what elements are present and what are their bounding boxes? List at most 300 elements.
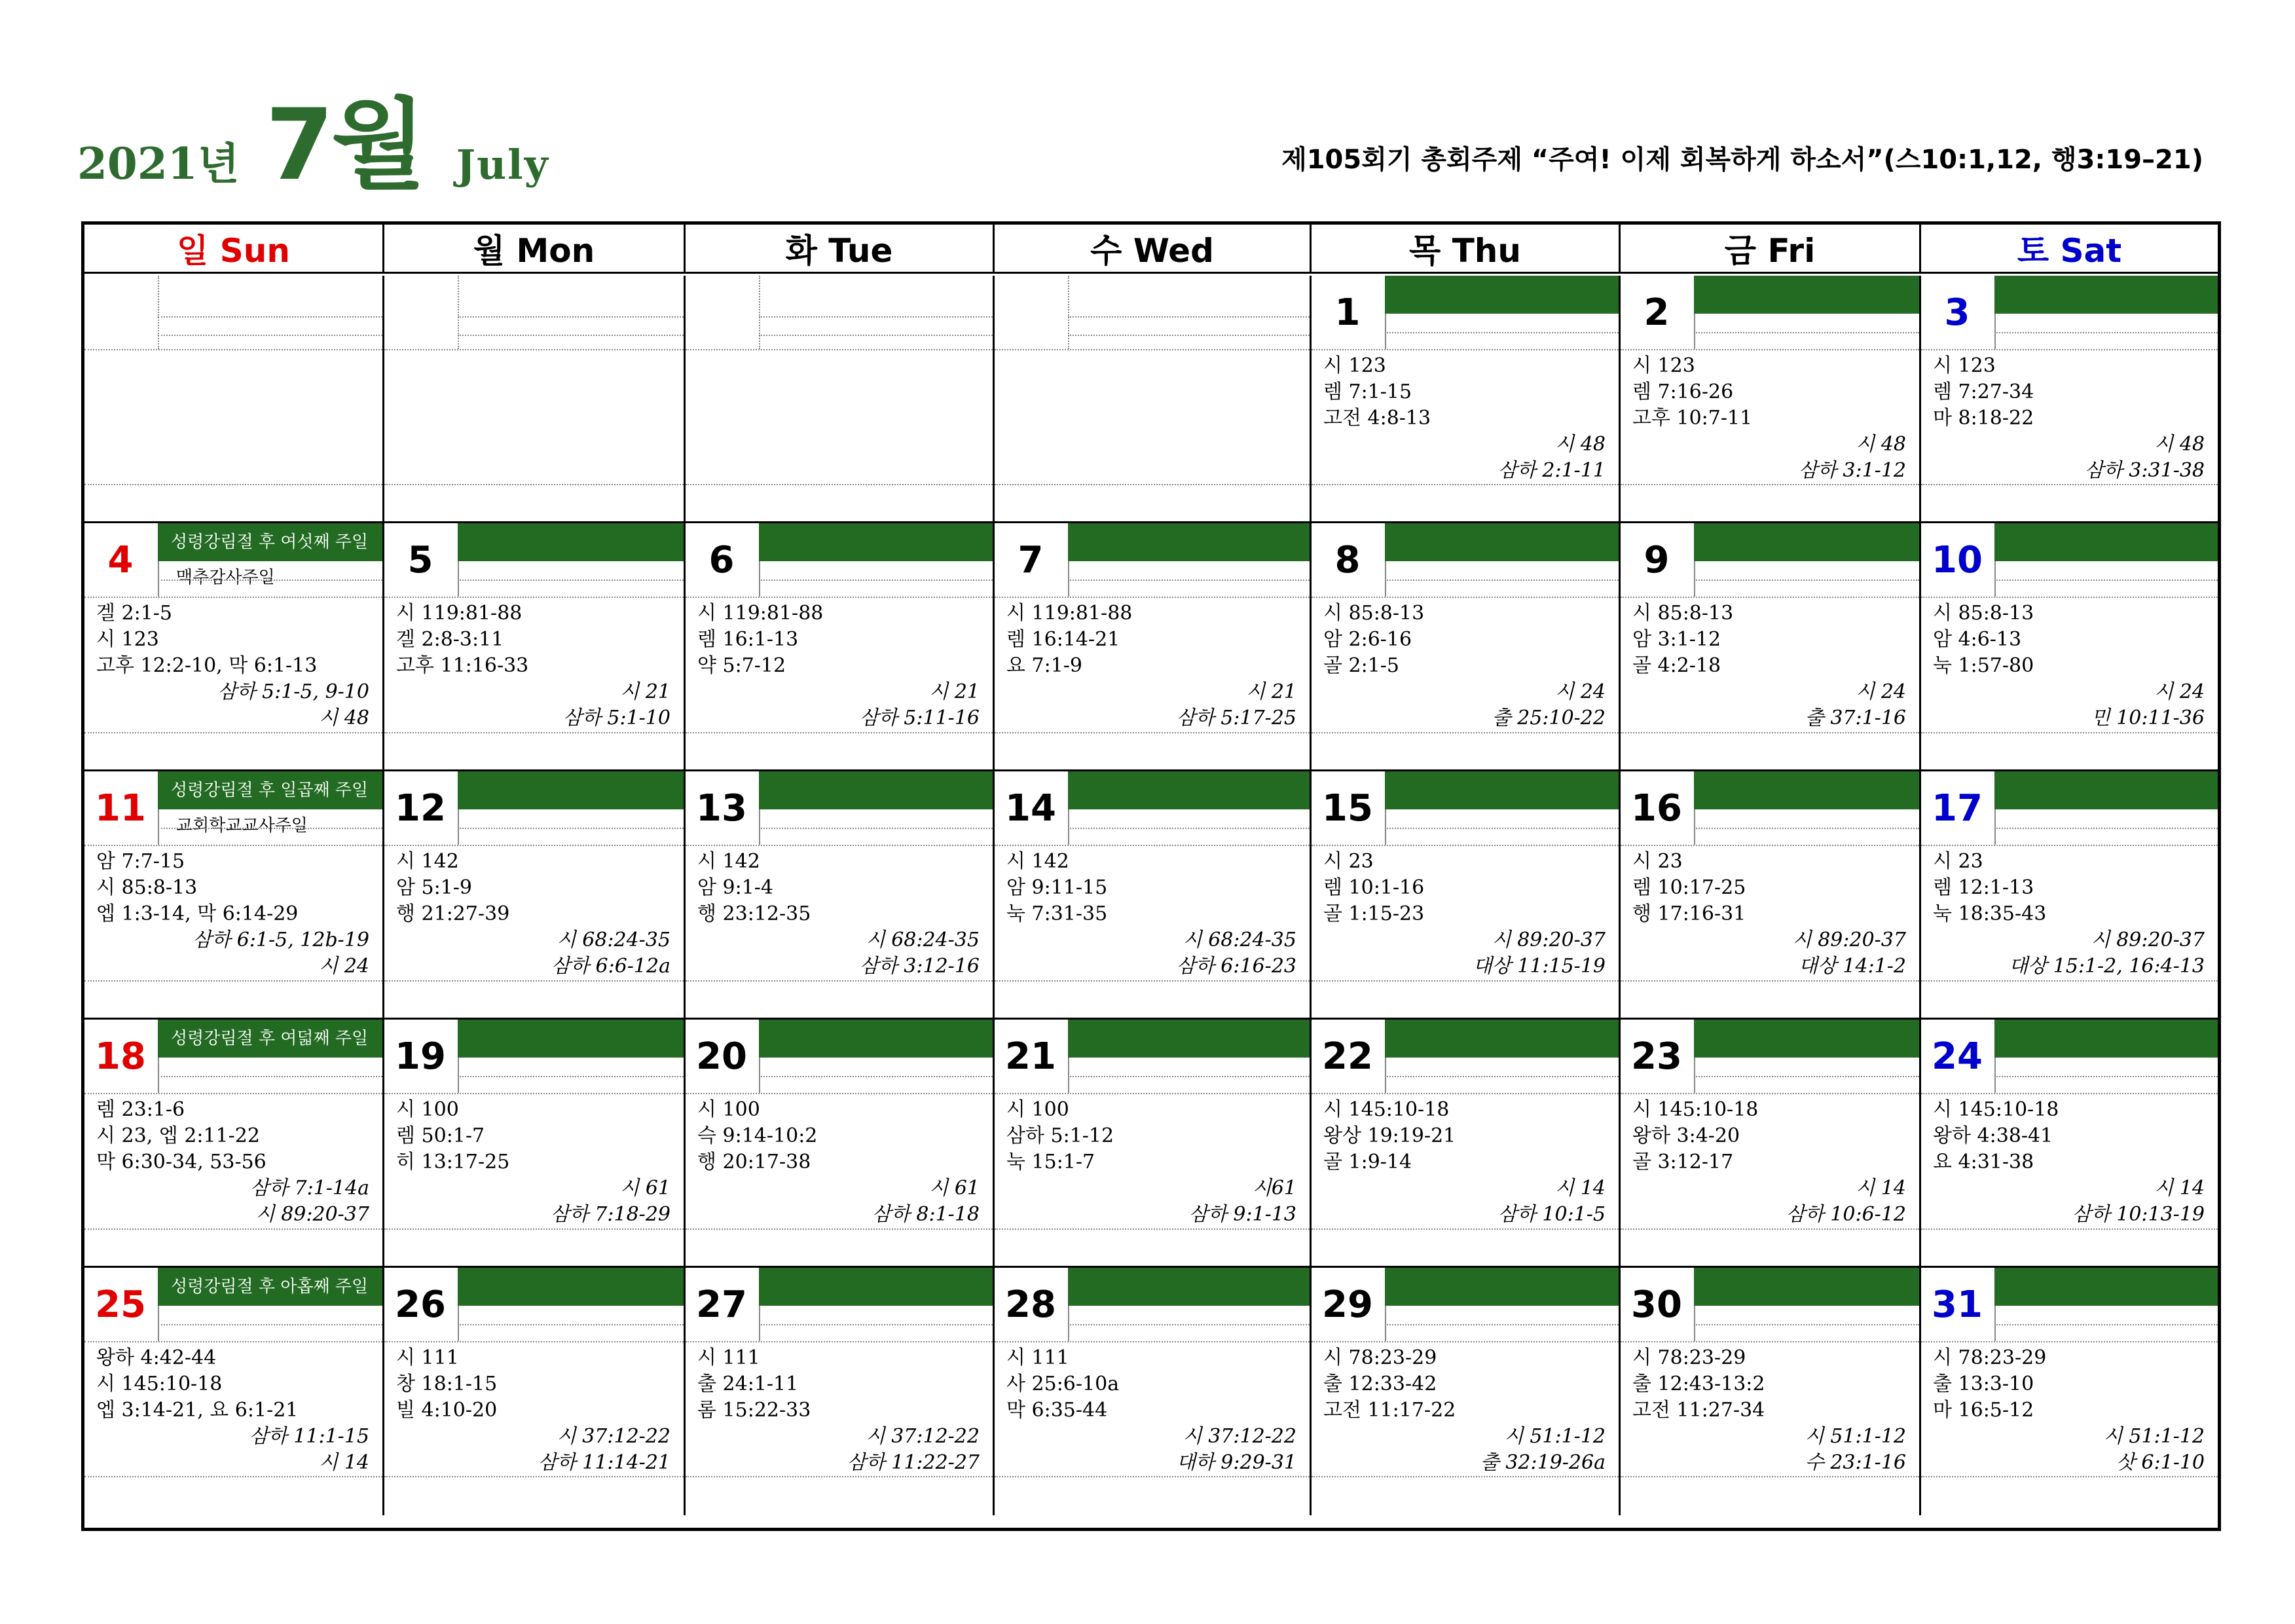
day-number: 13 [696,786,747,830]
reading-line: 행 21:27-39 [396,902,510,925]
reading-line: 마 16:5-12 [1933,1399,2034,1422]
reading-line: 렘 12:1-13 [1933,876,2034,899]
cell-rule [1921,597,2218,598]
reading-line-right: 대상 14:1-2 [1798,955,1906,978]
day-cell [993,1268,1310,1515]
reading-line: 렘 50:1-7 [396,1124,485,1147]
reading-line: 고전 11:17-22 [1323,1399,1456,1422]
day-number: 5 [407,538,433,581]
cell-rule [686,845,993,846]
day-number: 14 [1005,786,1056,830]
cell-rule [995,1228,1310,1230]
day-title-bar [458,1268,684,1306]
reading-line: 막 6:30-34, 53-56 [96,1151,266,1173]
reading-line: 렘 23:1-6 [96,1098,185,1121]
day-cell [684,1020,993,1266]
cell-rule [384,1228,684,1230]
scripture-readings [1006,1345,1296,1476]
cell-rule [759,335,993,336]
cell-rule [1621,349,1919,350]
reading-line: 시 23 [1323,850,1374,873]
sunday-subtitle: 맥추감사주일 [176,568,275,587]
reading-line-right: 시 21 [929,680,980,703]
week-row [84,523,2218,771]
cell-rule [1921,1228,2218,1230]
scripture-readings [697,1097,980,1228]
day-number: 7 [1018,538,1044,581]
day-number: 16 [1631,786,1682,830]
reading-line: 암 2:6-16 [1323,628,1412,651]
scripture-readings [1632,849,1906,980]
day-cell [1619,1268,1919,1515]
cell-rule [1385,828,1619,829]
reading-line: 겔 2:1-5 [96,602,173,625]
cell-rule [158,316,382,318]
cell-rule [1921,980,2218,982]
reading-line: 요 4:31-38 [1933,1151,2034,1173]
day-cell [1619,1020,1919,1266]
reading-line: 시 142 [396,850,459,873]
cell-rule [1994,580,2218,581]
day-number: 18 [95,1035,146,1078]
day-title-bar [1694,523,1919,561]
reading-line: 왕하 4:38-41 [1933,1124,2053,1147]
reading-line-right: 삼하 7:18-29 [550,1203,670,1226]
reading-line-right: 시 21 [620,680,670,703]
reading-line: 출 24:1-11 [697,1373,799,1395]
scripture-readings [1933,1345,2205,1476]
reading-line: 골 1:15-23 [1323,902,1425,925]
scripture-readings [1006,1097,1296,1228]
reading-line-right: 시 21 [1246,680,1296,703]
header-theme: 제105회기 총회주제 “주여! 이제 회복하게 하소서”(스10:1,12, 행3:19–21) [1281,145,2203,175]
weekday-header: 월 Mon [382,225,684,272]
cell-rule [1621,1476,1919,1477]
reading-line: 렘 10:17-25 [1632,876,1746,899]
reading-line-right: 삼하 5:11-16 [859,707,980,729]
reading-line: 렘 16:1-13 [697,628,799,651]
cell-rule [84,484,382,485]
cell-rule [1312,845,1619,846]
cell-rule [1385,1324,1619,1325]
day-number: 30 [1631,1283,1682,1326]
cell-rule [1312,732,1619,733]
cell-rule [1385,332,1619,333]
day-title-bar [158,1020,382,1058]
reading-line: 골 2:1-5 [1323,654,1400,677]
day-cell [1919,1268,2218,1515]
cell-rule [84,1093,382,1094]
day-cell [1310,1268,1619,1515]
cell-rule [1068,1076,1310,1077]
reading-line: 시 123 [1632,354,1695,377]
cell-rule [384,845,684,846]
reading-line-right: 시 68:24-35 [866,929,980,951]
empty-day-cell [684,276,993,521]
cell-rule [1312,349,1619,350]
reading-line: 시 85:8-13 [1632,602,1734,625]
cell-rule [84,732,382,733]
day-cell [382,1020,684,1266]
scripture-readings [1323,1097,1606,1228]
week-row [84,1020,2218,1268]
reading-line-right: 시 51:1-12 [1504,1425,1606,1448]
scripture-readings [96,849,369,980]
reading-line: 막 6:35-44 [1006,1399,1108,1422]
reading-line: 시 85:8-13 [1323,602,1425,625]
cell-rule [995,732,1310,733]
cell-rule [1385,1076,1619,1077]
cell-rule [384,1476,684,1477]
reading-line-right: 대상 11:15-19 [1473,955,1606,978]
reading-line-right: 시 48 [2154,433,2205,456]
reading-line: 엡 3:14-21, 요 6:1-21 [96,1399,299,1422]
day-number: 19 [395,1035,446,1078]
reading-line-right: 시 37:12-22 [557,1425,670,1448]
cell-rule [1694,332,1919,333]
sunday-title: 성령강림절 후 아홉째 주일 [171,1277,369,1297]
reading-line: 시 142 [697,850,760,873]
reading-line-right: 삼하 8:1-18 [872,1203,980,1226]
day-number: 25 [95,1283,146,1326]
day-cell [993,771,1310,1018]
cell-rule [995,1341,1310,1342]
day-cell [382,1268,684,1515]
scripture-readings [396,1097,670,1228]
week-row [84,771,2218,1020]
cell-rule [1921,845,2218,846]
day-cell [84,1020,382,1266]
reading-line: 시 119:81-88 [396,602,523,625]
day-title-bar [1994,1268,2218,1306]
cell-rule [995,980,1310,982]
cell-rule [995,1093,1310,1094]
reading-line: 빌 4:10-20 [396,1399,498,1422]
header-month: 7월 [265,88,424,202]
scripture-readings [1323,1345,1606,1476]
cell-rule [686,980,993,982]
day-cell [993,1020,1310,1266]
cell-rule [1312,1476,1619,1477]
scripture-readings [1933,353,2205,484]
reading-line-right: 출 32:19-26a [1480,1451,1606,1474]
scripture-readings [96,1097,369,1228]
reading-line-right: 시 24 [1555,680,1606,703]
reading-line: 행 23:12-35 [697,902,811,925]
reading-line-right: 수 23:1-16 [1805,1451,1906,1474]
day-title-bar [759,1268,993,1306]
cell-rule [1921,484,2218,485]
reading-line: 시 123 [1933,354,1996,377]
cell-rule [1694,580,1919,581]
day-title-bar [458,1020,684,1058]
cell-rule [1621,484,1919,485]
day-number: 31 [1932,1283,1983,1326]
day-cell [1919,523,2218,769]
day-title-bar [158,771,382,809]
day-cell [684,1268,993,1515]
day-number: 6 [708,538,735,581]
reading-line: 고후 10:7-11 [1632,407,1753,430]
day-number: 24 [1932,1035,1983,1078]
reading-line: 시 78:23-29 [1933,1346,2047,1369]
day-cell [993,523,1310,769]
empty-day-cell [382,276,684,521]
cell-rule [84,597,382,598]
reading-line: 시 85:8-13 [1933,602,2034,625]
reading-line: 암 5:1-9 [396,876,473,899]
reading-line-right: 출 25:10-22 [1492,707,1606,729]
cell-rule [384,1341,684,1342]
cell-rule [686,1093,993,1094]
scripture-readings [1632,1097,1906,1228]
cell-rule [384,980,684,982]
day-title-bar [1385,523,1619,561]
day-number: 28 [1005,1283,1056,1326]
day-number: 15 [1322,786,1373,830]
reading-line: 렘 16:14-21 [1006,628,1120,651]
cell-rule [384,484,684,485]
reading-line-right: 시 61 [620,1177,670,1200]
cell-rule [1312,597,1619,598]
cell-rule [1994,1324,2218,1325]
cell-rule [1068,316,1310,318]
reading-line: 렘 7:1-15 [1323,380,1412,403]
reading-line-right: 삼하 11:1-15 [249,1425,369,1448]
day-title-bar [1994,523,2218,561]
reading-line: 요 7:1-9 [1006,654,1083,677]
reading-line: 롬 15:22-33 [697,1399,811,1422]
week-row [84,1268,2218,1515]
cell-rule [384,349,684,350]
empty-day-cell [84,276,382,521]
reading-line: 시 100 [1006,1098,1069,1121]
scripture-readings [1632,600,1906,731]
day-title-bar [1694,1020,1919,1058]
scripture-readings [396,600,670,731]
reading-line-right: 삼하 5:1-5, 9-10 [217,680,369,703]
cell-rule [458,828,684,829]
reading-line-right: 삼하 3:1-12 [1798,459,1906,482]
cell-rule [1068,1324,1310,1325]
cell-rule [458,580,684,581]
day-number: 20 [696,1035,747,1078]
reading-line: 고후 11:16-33 [396,654,529,677]
day-title-bar [1385,1268,1619,1306]
day-number: 12 [395,786,446,830]
reading-line: 시 23 [1632,850,1683,873]
reading-line: 암 4:6-13 [1933,628,2022,651]
day-title-bar [1068,1268,1310,1306]
reading-line-right: 삼하 10:6-12 [1786,1203,1906,1226]
cell-rule [458,1076,684,1077]
cell-divider [759,276,760,349]
cell-rule [686,349,993,350]
weekday-header: 일 Sun [177,232,290,270]
cell-rule [84,1228,382,1230]
day-cell [382,523,684,769]
scripture-readings [697,600,980,731]
reading-line: 시 78:23-29 [1632,1346,1746,1369]
cell-rule [1312,980,1619,982]
weekday-header: 목 Thu [1310,225,1619,272]
day-title-bar [1994,1020,2218,1058]
cell-rule [84,349,382,350]
cell-rule [1621,980,1919,982]
day-number: 10 [1932,538,1983,581]
cell-rule [1694,828,1919,829]
weekday-header: 토 Sat [1919,225,2218,272]
reading-line: 출 12:33-42 [1323,1373,1437,1395]
reading-line-right: 출 37:1-16 [1805,707,1906,729]
calendar-grid [81,221,2221,1531]
day-title-bar [1694,771,1919,809]
cell-rule [995,845,1310,846]
cell-rule [759,828,993,829]
day-title-bar [158,1268,382,1306]
cell-rule [384,732,684,733]
scripture-readings [96,600,369,731]
cell-rule [1068,580,1310,581]
cell-rule [686,1228,993,1230]
sunday-subtitle: 교회학교교사주일 [176,816,308,836]
reading-line-right: 삼하 5:17-25 [1176,707,1296,729]
reading-line-right: 시 51:1-12 [2103,1425,2205,1448]
day-number: 27 [696,1283,747,1326]
reading-line: 렘 7:27-34 [1933,380,2034,403]
day-cell [1919,1020,2218,1266]
reading-line: 골 4:2-18 [1632,654,1721,677]
cell-rule [1621,1341,1919,1342]
day-title-bar [1068,1020,1310,1058]
reading-line-right: 시61 [1252,1177,1296,1200]
reading-line: 시 23 [1933,850,1983,873]
reading-line: 왕하 4:42-44 [96,1346,217,1369]
reading-line: 약 5:7-12 [697,654,786,677]
day-title-bar [1994,276,2218,314]
cell-rule [759,580,993,581]
cell-rule [1621,732,1919,733]
cell-rule [158,1324,382,1325]
reading-line-right: 민 10:11-36 [2091,707,2205,729]
reading-line: 골 3:12-17 [1632,1151,1734,1173]
cell-rule [759,1076,993,1077]
reading-line-right: 시 68:24-35 [557,929,670,951]
day-cell [1310,1020,1619,1266]
reading-line: 행 17:16-31 [1632,902,1746,925]
reading-line-right: 대하 9:29-31 [1176,1451,1296,1474]
day-title-bar [1994,771,2218,809]
reading-line-right: 삼하 6:16-23 [1176,955,1296,978]
day-title-bar [1385,276,1619,314]
reading-line-right: 시 24 [1856,680,1906,703]
day-cell [1619,523,1919,769]
cell-rule [84,1341,382,1342]
cell-rule [995,597,1310,598]
reading-line: 왕하 3:4-20 [1632,1124,1740,1147]
scripture-readings [697,849,980,980]
reading-line-right: 시 48 [319,707,369,729]
reading-line-right: 삼하 10:1-5 [1497,1203,1606,1226]
reading-line-right: 시 14 [319,1451,369,1474]
cell-rule [158,1076,382,1077]
reading-line-right: 삼하 5:1-10 [562,707,670,729]
reading-line: 시 145:10-18 [1323,1098,1450,1121]
cell-rule [1312,484,1619,485]
reading-line: 삼하 5:1-12 [1006,1124,1114,1147]
cell-rule [995,484,1310,485]
cell-rule [1312,1228,1619,1230]
cell-rule [1921,349,2218,350]
reading-line: 시 119:81-88 [697,602,824,625]
reading-line-right: 시 14 [1856,1177,1906,1200]
reading-line-right: 시 68:24-35 [1183,929,1296,951]
reading-line: 암 3:1-12 [1632,628,1721,651]
reading-line-right: 삼하 6:6-12a [551,955,670,978]
reading-line-right: 시 24 [2154,680,2205,703]
reading-line-right: 삼하 6:1-5, 12b-19 [193,929,369,951]
reading-line: 눅 18:35-43 [1933,902,2047,925]
cell-rule [1621,845,1919,846]
scripture-readings [1006,849,1296,980]
reading-line: 사 25:6-10a [1006,1373,1120,1395]
scripture-readings [1632,1345,1906,1476]
cell-rule [1994,332,2218,333]
cell-rule [686,484,993,485]
cell-rule [686,1476,993,1477]
scripture-readings [1323,353,1606,484]
cell-rule [1921,1093,2218,1094]
cell-divider [158,276,159,349]
day-title-bar [1694,1268,1919,1306]
reading-line-right: 시 89:20-37 [255,1203,369,1226]
reading-line: 눅 7:31-35 [1006,902,1108,925]
day-title-bar [158,523,382,561]
day-title-bar [1694,276,1919,314]
scripture-readings [1006,600,1296,731]
header-month-english: July [456,141,549,189]
reading-line-right: 시 48 [1555,433,1606,456]
weekday-header: 화 Tue [684,225,993,272]
cell-rule [158,828,382,829]
day-cell [684,771,993,1018]
cell-rule [1921,1476,2218,1477]
reading-line: 암 7:7-15 [96,850,185,873]
cell-rule [686,732,993,733]
reading-line: 시 142 [1006,850,1069,873]
reading-line: 시 100 [396,1098,459,1121]
day-number: 22 [1322,1035,1373,1078]
day-number: 11 [95,786,146,830]
reading-line-right: 삼하 9:1-13 [1188,1203,1296,1226]
weekday-header-row [84,225,2218,274]
reading-line-right: 삿 6:1-10 [2116,1451,2205,1474]
scripture-readings [96,1345,369,1476]
scripture-readings [1323,600,1606,731]
cell-rule [759,316,993,318]
reading-line: 고전 4:8-13 [1323,407,1431,430]
reading-line: 시 145:10-18 [1933,1098,2059,1121]
day-title-bar [759,1020,993,1058]
day-cell [84,771,382,1018]
reading-line: 시 111 [396,1346,459,1369]
cell-rule [458,1324,684,1325]
scripture-readings [1933,600,2205,731]
day-number: 17 [1932,786,1983,830]
weekday-header: 금 Fri [1619,225,1919,272]
cell-rule [1994,1076,2218,1077]
reading-line: 암 9:1-4 [697,876,774,899]
